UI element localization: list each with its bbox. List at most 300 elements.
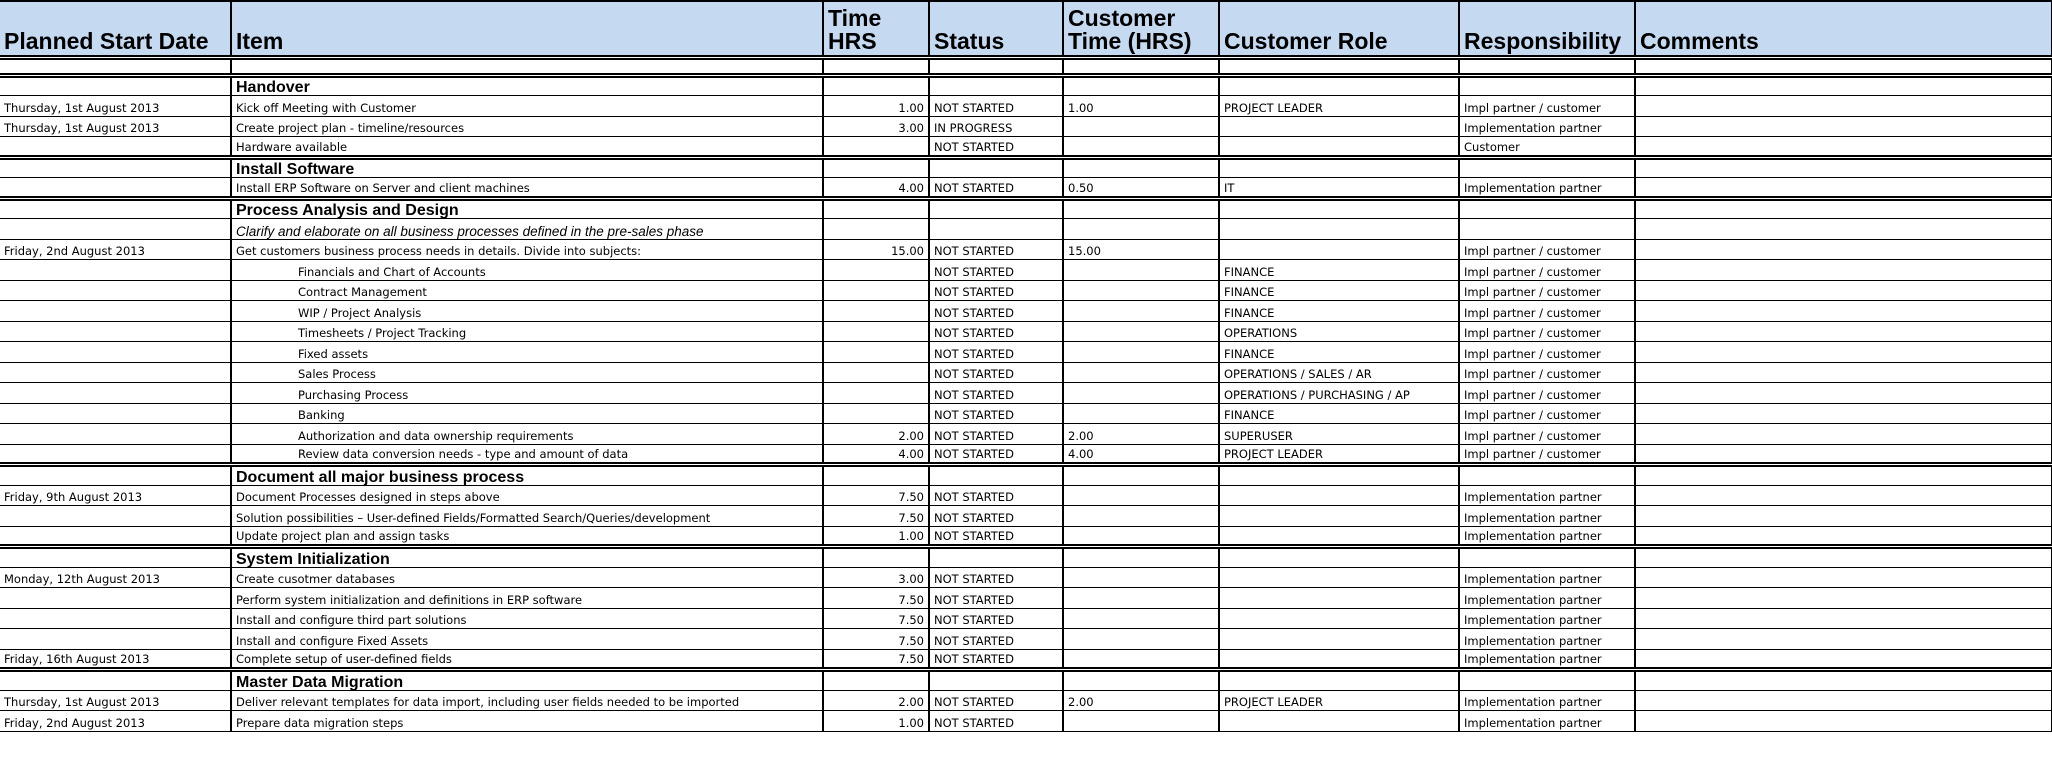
task-row xyxy=(0,342,2052,363)
status-cell[interactable]: NOT STARTED xyxy=(929,96,1063,117)
start-date-cell[interactable] xyxy=(0,526,231,547)
responsibility-cell[interactable]: Implementation partner xyxy=(1459,485,1635,506)
time-hrs-cell[interactable]: 7.50 xyxy=(823,649,929,670)
customer-time-cell[interactable] xyxy=(1063,506,1219,527)
comments-cell[interactable] xyxy=(1635,547,2052,568)
customer-time-cell[interactable]: 2.00 xyxy=(1063,690,1219,711)
task-row xyxy=(0,96,2052,117)
customer-role-cell[interactable]: FINANCE xyxy=(1219,280,1459,301)
start-date-cell[interactable]: Thursday, 1st August 2013 xyxy=(0,96,231,117)
comments-cell[interactable] xyxy=(1635,506,2052,527)
status-cell[interactable] xyxy=(929,219,1063,240)
time-hrs-cell[interactable] xyxy=(823,383,929,404)
customer-role-cell[interactable] xyxy=(1219,588,1459,609)
comments-cell[interactable] xyxy=(1635,239,2052,260)
customer-role-cell[interactable]: FINANCE xyxy=(1219,403,1459,424)
comments-cell[interactable] xyxy=(1635,608,2052,629)
status-cell[interactable]: NOT STARTED xyxy=(929,588,1063,609)
start-date-cell[interactable]: Thursday, 1st August 2013 xyxy=(0,116,231,137)
header-customer-time[interactable] xyxy=(1063,1,1219,57)
time-hrs-cell[interactable] xyxy=(823,465,929,486)
customer-role-cell[interactable]: PROJECT LEADER xyxy=(1219,444,1459,465)
comments-cell[interactable] xyxy=(1635,198,2052,219)
item-cell[interactable]: Document all major business process xyxy=(231,465,823,486)
header-label: Customer Time (HRS) xyxy=(1068,4,1192,54)
comments-cell[interactable] xyxy=(1635,301,2052,322)
status-cell[interactable] xyxy=(929,547,1063,568)
status-cell[interactable] xyxy=(929,198,1063,219)
customer-time-cell[interactable] xyxy=(1063,137,1219,158)
customer-time-cell[interactable] xyxy=(1063,567,1219,588)
item-cell[interactable]: Install Software xyxy=(231,157,823,178)
status-cell[interactable]: NOT STARTED xyxy=(929,301,1063,322)
start-date-cell[interactable] xyxy=(0,383,231,404)
item-cell[interactable]: Sales Process xyxy=(231,362,823,383)
responsibility-cell[interactable]: Impl partner / customer xyxy=(1459,362,1635,383)
time-hrs-cell[interactable] xyxy=(823,157,929,178)
task-row xyxy=(0,362,2052,383)
customer-time-cell[interactable] xyxy=(1063,526,1219,547)
comments-cell[interactable] xyxy=(1635,260,2052,281)
customer-role-cell[interactable] xyxy=(1219,239,1459,260)
item-cell[interactable]: Update project plan and assign tasks xyxy=(231,526,823,547)
status-cell[interactable] xyxy=(929,465,1063,486)
customer-time-cell[interactable]: 4.00 xyxy=(1063,444,1219,465)
task-row xyxy=(0,567,2052,588)
customer-role-cell[interactable] xyxy=(1219,711,1459,732)
time-hrs-cell[interactable]: 3.00 xyxy=(823,116,929,137)
responsibility-cell[interactable]: Implementation partner xyxy=(1459,567,1635,588)
customer-role-cell[interactable] xyxy=(1219,629,1459,650)
time-hrs-cell[interactable]: 1.00 xyxy=(823,526,929,547)
customer-time-cell[interactable] xyxy=(1063,403,1219,424)
item-cell[interactable]: WIP / Project Analysis xyxy=(231,301,823,322)
item-cell[interactable]: Create cusotmer databases xyxy=(231,567,823,588)
status-cell[interactable]: IN PROGRESS xyxy=(929,116,1063,137)
comments-cell[interactable] xyxy=(1635,424,2052,445)
responsibility-cell[interactable] xyxy=(1459,670,1635,691)
customer-time-cell[interactable] xyxy=(1063,711,1219,732)
responsibility-cell[interactable]: Implementation partner xyxy=(1459,629,1635,650)
comments-cell[interactable] xyxy=(1635,465,2052,486)
item-cell[interactable]: Purchasing Process xyxy=(231,383,823,404)
responsibility-cell[interactable] xyxy=(1459,465,1635,486)
responsibility-cell[interactable]: Impl partner / customer xyxy=(1459,96,1635,117)
status-cell[interactable]: NOT STARTED xyxy=(929,383,1063,404)
customer-role-cell[interactable] xyxy=(1219,116,1459,137)
status-cell[interactable]: NOT STARTED xyxy=(929,649,1063,670)
status-cell[interactable]: NOT STARTED xyxy=(929,506,1063,527)
time-hrs-cell[interactable]: 7.50 xyxy=(823,588,929,609)
time-hrs-cell[interactable]: 7.50 xyxy=(823,485,929,506)
comments-cell[interactable] xyxy=(1635,280,2052,301)
item-cell[interactable]: Financials and Chart of Accounts xyxy=(231,260,823,281)
comments-cell[interactable] xyxy=(1635,567,2052,588)
comments-cell[interactable] xyxy=(1635,690,2052,711)
start-date-cell[interactable] xyxy=(0,260,231,281)
customer-time-cell[interactable] xyxy=(1063,547,1219,568)
header-label: Responsibility xyxy=(1464,27,1622,54)
responsibility-cell[interactable]: Impl partner / customer xyxy=(1459,301,1635,322)
item-cell[interactable]: Timesheets / Project Tracking xyxy=(231,321,823,342)
item-cell[interactable]: System Initialization xyxy=(231,547,823,568)
customer-role-cell[interactable]: FINANCE xyxy=(1219,342,1459,363)
start-date-cell[interactable] xyxy=(0,178,231,199)
customer-time-cell[interactable] xyxy=(1063,649,1219,670)
time-hrs-cell[interactable]: 4.00 xyxy=(823,444,929,465)
customer-role-cell[interactable] xyxy=(1219,157,1459,178)
customer-role-cell[interactable] xyxy=(1219,75,1459,96)
customer-role-cell[interactable]: OPERATIONS xyxy=(1219,321,1459,342)
header-comments[interactable] xyxy=(1635,1,2052,57)
responsibility-cell[interactable] xyxy=(1459,219,1635,240)
customer-time-cell[interactable] xyxy=(1063,383,1219,404)
item-cell[interactable]: Solution possibilities – User-defined Fields/Formatted Search/Queries/development xyxy=(231,506,823,527)
status-cell[interactable]: NOT STARTED xyxy=(929,321,1063,342)
task-row xyxy=(0,629,2052,650)
responsibility-cell[interactable]: Implementation partner xyxy=(1459,116,1635,137)
customer-time-cell[interactable] xyxy=(1063,198,1219,219)
customer-time-cell[interactable]: 1.00 xyxy=(1063,96,1219,117)
item-cell[interactable]: Install and configure third part solutions xyxy=(231,608,823,629)
status-cell[interactable] xyxy=(929,157,1063,178)
comments-cell[interactable] xyxy=(1635,588,2052,609)
task-row xyxy=(0,711,2052,732)
customer-role-cell[interactable] xyxy=(1219,526,1459,547)
time-hrs-cell[interactable] xyxy=(823,547,929,568)
start-date-cell[interactable] xyxy=(0,219,231,240)
time-hrs-cell[interactable] xyxy=(823,219,929,240)
customer-role-cell[interactable]: IT xyxy=(1219,178,1459,199)
responsibility-cell[interactable]: Implementation partner xyxy=(1459,526,1635,547)
start-date-cell[interactable] xyxy=(0,321,231,342)
responsibility-cell[interactable]: Implementation partner xyxy=(1459,690,1635,711)
item-cell[interactable]: Deliver relevant templates for data import, including user fields needed to be imported xyxy=(231,690,823,711)
header-status[interactable] xyxy=(929,1,1063,57)
time-hrs-cell[interactable] xyxy=(823,57,929,75)
comments-cell[interactable] xyxy=(1635,711,2052,732)
task-row xyxy=(0,690,2052,711)
customer-role-cell[interactable]: PROJECT LEADER xyxy=(1219,96,1459,117)
start-date-cell[interactable]: Friday, 16th August 2013 xyxy=(0,649,231,670)
comments-cell[interactable] xyxy=(1635,362,2052,383)
start-date-cell[interactable]: Thursday, 1st August 2013 xyxy=(0,690,231,711)
item-cell[interactable]: Master Data Migration xyxy=(231,670,823,691)
item-cell[interactable]: Prepare data migration steps xyxy=(231,711,823,732)
header-customer-role[interactable] xyxy=(1219,1,1459,57)
header-responsibility[interactable] xyxy=(1459,1,1635,57)
customer-time-cell[interactable] xyxy=(1063,670,1219,691)
responsibility-cell[interactable] xyxy=(1459,547,1635,568)
time-hrs-cell[interactable] xyxy=(823,342,929,363)
customer-role-cell[interactable]: PROJECT LEADER xyxy=(1219,690,1459,711)
status-cell[interactable]: NOT STARTED xyxy=(929,362,1063,383)
responsibility-cell[interactable]: Impl partner / customer xyxy=(1459,280,1635,301)
time-hrs-cell[interactable] xyxy=(823,321,929,342)
item-cell[interactable] xyxy=(231,57,823,75)
responsibility-cell[interactable]: Impl partner / customer xyxy=(1459,424,1635,445)
start-date-cell[interactable] xyxy=(0,629,231,650)
time-hrs-cell[interactable] xyxy=(823,301,929,322)
start-date-cell[interactable] xyxy=(0,444,231,465)
responsibility-cell[interactable] xyxy=(1459,198,1635,219)
status-cell[interactable]: NOT STARTED xyxy=(929,567,1063,588)
responsibility-cell[interactable] xyxy=(1459,75,1635,96)
task-row xyxy=(0,588,2052,609)
time-hrs-cell[interactable]: 7.50 xyxy=(823,506,929,527)
responsibility-cell[interactable]: Implementation partner xyxy=(1459,178,1635,199)
header-item[interactable] xyxy=(231,1,823,57)
comments-cell[interactable] xyxy=(1635,649,2052,670)
section-row xyxy=(0,198,2052,219)
customer-role-cell[interactable] xyxy=(1219,219,1459,240)
task-row xyxy=(0,137,2052,158)
time-hrs-cell[interactable]: 4.00 xyxy=(823,178,929,199)
customer-time-cell[interactable] xyxy=(1063,485,1219,506)
start-date-cell[interactable] xyxy=(0,75,231,96)
customer-role-cell[interactable]: FINANCE xyxy=(1219,301,1459,322)
start-date-cell[interactable]: Friday, 2nd August 2013 xyxy=(0,711,231,732)
status-cell[interactable]: NOT STARTED xyxy=(929,444,1063,465)
item-cell[interactable]: Document Processes designed in steps above xyxy=(231,485,823,506)
time-hrs-cell[interactable] xyxy=(823,280,929,301)
customer-role-cell[interactable] xyxy=(1219,137,1459,158)
start-date-cell[interactable]: Friday, 2nd August 2013 xyxy=(0,239,231,260)
time-hrs-cell[interactable] xyxy=(823,403,929,424)
status-cell[interactable]: NOT STARTED xyxy=(929,424,1063,445)
status-cell[interactable]: NOT STARTED xyxy=(929,260,1063,281)
customer-role-cell[interactable] xyxy=(1219,506,1459,527)
time-hrs-cell[interactable]: 3.00 xyxy=(823,567,929,588)
item-cell[interactable]: Handover xyxy=(231,75,823,96)
time-hrs-cell[interactable] xyxy=(823,198,929,219)
item-cell[interactable]: Clarify and elaborate on all business processes defined in the pre-sales phase xyxy=(231,219,823,240)
status-cell[interactable] xyxy=(929,57,1063,75)
time-hrs-cell[interactable] xyxy=(823,362,929,383)
comments-cell[interactable] xyxy=(1635,629,2052,650)
customer-time-cell[interactable] xyxy=(1063,608,1219,629)
start-date-cell[interactable] xyxy=(0,588,231,609)
section-row xyxy=(0,465,2052,486)
comments-cell[interactable] xyxy=(1635,96,2052,117)
start-date-cell[interactable] xyxy=(0,198,231,219)
comments-cell[interactable] xyxy=(1635,219,2052,240)
responsibility-cell[interactable]: Impl partner / customer xyxy=(1459,444,1635,465)
comments-cell[interactable] xyxy=(1635,342,2052,363)
item-cell[interactable]: Complete setup of user-defined fields xyxy=(231,649,823,670)
start-date-cell[interactable] xyxy=(0,465,231,486)
task-row xyxy=(0,526,2052,547)
start-date-cell[interactable] xyxy=(0,547,231,568)
customer-time-cell[interactable] xyxy=(1063,342,1219,363)
responsibility-cell[interactable]: Customer xyxy=(1459,137,1635,158)
customer-time-cell[interactable] xyxy=(1063,260,1219,281)
status-cell[interactable]: NOT STARTED xyxy=(929,711,1063,732)
time-hrs-cell[interactable]: 7.50 xyxy=(823,608,929,629)
responsibility-cell[interactable]: Impl partner / customer xyxy=(1459,342,1635,363)
customer-time-cell[interactable] xyxy=(1063,301,1219,322)
task-row xyxy=(0,649,2052,670)
responsibility-cell[interactable] xyxy=(1459,157,1635,178)
customer-role-cell[interactable] xyxy=(1219,670,1459,691)
comments-cell[interactable] xyxy=(1635,321,2052,342)
item-cell[interactable]: Kick off Meeting with Customer xyxy=(231,96,823,117)
customer-time-cell[interactable] xyxy=(1063,116,1219,137)
customer-time-cell[interactable] xyxy=(1063,75,1219,96)
item-cell[interactable]: Review data conversion needs - type and amount of data xyxy=(231,444,823,465)
start-date-cell[interactable] xyxy=(0,301,231,322)
responsibility-cell[interactable] xyxy=(1459,57,1635,75)
customer-time-cell[interactable]: 2.00 xyxy=(1063,424,1219,445)
header-planned-start-date[interactable] xyxy=(0,1,231,57)
time-hrs-cell[interactable] xyxy=(823,670,929,691)
customer-role-cell[interactable]: OPERATIONS / PURCHASING / AP xyxy=(1219,383,1459,404)
start-date-cell[interactable]: Monday, 12th August 2013 xyxy=(0,567,231,588)
customer-role-cell[interactable]: SUPERUSER xyxy=(1219,424,1459,445)
customer-role-cell[interactable] xyxy=(1219,485,1459,506)
comments-cell[interactable] xyxy=(1635,444,2052,465)
item-cell[interactable]: Install and configure Fixed Assets xyxy=(231,629,823,650)
item-cell[interactable]: Get customers business process needs in details. Divide into subjects: xyxy=(231,239,823,260)
customer-time-cell[interactable] xyxy=(1063,629,1219,650)
customer-time-cell[interactable] xyxy=(1063,465,1219,486)
responsibility-cell[interactable]: Implementation partner xyxy=(1459,711,1635,732)
start-date-cell[interactable] xyxy=(0,342,231,363)
responsibility-cell[interactable]: Impl partner / customer xyxy=(1459,403,1635,424)
time-hrs-cell[interactable] xyxy=(823,75,929,96)
time-hrs-cell[interactable]: 2.00 xyxy=(823,424,929,445)
comments-cell[interactable] xyxy=(1635,403,2052,424)
comments-cell[interactable] xyxy=(1635,178,2052,199)
start-date-cell[interactable] xyxy=(0,424,231,445)
status-cell[interactable]: NOT STARTED xyxy=(929,178,1063,199)
start-date-cell[interactable] xyxy=(0,608,231,629)
task-row xyxy=(0,280,2052,301)
responsibility-cell[interactable]: Implementation partner xyxy=(1459,506,1635,527)
item-cell[interactable]: Authorization and data ownership requirements xyxy=(231,424,823,445)
customer-time-cell[interactable] xyxy=(1063,362,1219,383)
customer-time-cell[interactable] xyxy=(1063,157,1219,178)
section-row xyxy=(0,75,2052,96)
item-cell[interactable]: Fixed assets xyxy=(231,342,823,363)
responsibility-cell[interactable]: Impl partner / customer xyxy=(1459,321,1635,342)
start-date-cell[interactable] xyxy=(0,403,231,424)
comments-cell[interactable] xyxy=(1635,157,2052,178)
task-row xyxy=(0,178,2052,199)
status-cell[interactable]: NOT STARTED xyxy=(929,403,1063,424)
status-cell[interactable]: NOT STARTED xyxy=(929,485,1063,506)
comments-cell[interactable] xyxy=(1635,116,2052,137)
status-cell[interactable]: NOT STARTED xyxy=(929,526,1063,547)
customer-role-cell[interactable]: FINANCE xyxy=(1219,260,1459,281)
customer-time-cell[interactable] xyxy=(1063,588,1219,609)
comments-cell[interactable] xyxy=(1635,670,2052,691)
comments-cell[interactable] xyxy=(1635,75,2052,96)
item-cell[interactable]: Contract Management xyxy=(231,280,823,301)
customer-time-cell[interactable] xyxy=(1063,219,1219,240)
task-row xyxy=(0,403,2052,424)
customer-time-cell[interactable] xyxy=(1063,321,1219,342)
status-cell[interactable]: NOT STARTED xyxy=(929,137,1063,158)
responsibility-cell[interactable]: Impl partner / customer xyxy=(1459,239,1635,260)
time-hrs-cell[interactable]: 15.00 xyxy=(823,239,929,260)
item-cell[interactable]: Create project plan - timeline/resources xyxy=(231,116,823,137)
customer-role-cell[interactable] xyxy=(1219,608,1459,629)
start-date-cell[interactable] xyxy=(0,280,231,301)
header-label: Customer Role xyxy=(1224,27,1388,54)
status-cell[interactable]: NOT STARTED xyxy=(929,280,1063,301)
start-date-cell[interactable] xyxy=(0,137,231,158)
customer-time-cell[interactable]: 15.00 xyxy=(1063,239,1219,260)
item-cell[interactable]: Hardware available xyxy=(231,137,823,158)
time-hrs-cell[interactable]: 7.50 xyxy=(823,629,929,650)
task-row xyxy=(0,485,2052,506)
task-row xyxy=(0,444,2052,465)
status-cell[interactable]: NOT STARTED xyxy=(929,342,1063,363)
header-label: Comments xyxy=(1640,27,1759,54)
status-cell[interactable]: NOT STARTED xyxy=(929,608,1063,629)
task-row xyxy=(0,239,2052,260)
responsibility-cell[interactable]: Implementation partner xyxy=(1459,588,1635,609)
customer-role-cell[interactable] xyxy=(1219,649,1459,670)
start-date-cell[interactable] xyxy=(0,57,231,75)
time-hrs-cell[interactable]: 1.00 xyxy=(823,711,929,732)
customer-role-cell[interactable] xyxy=(1219,57,1459,75)
status-cell[interactable]: NOT STARTED xyxy=(929,690,1063,711)
time-hrs-cell[interactable]: 2.00 xyxy=(823,690,929,711)
comments-cell[interactable] xyxy=(1635,485,2052,506)
header-time-hrs[interactable] xyxy=(823,1,929,57)
responsibility-cell[interactable]: Impl partner / customer xyxy=(1459,260,1635,281)
status-cell[interactable] xyxy=(929,670,1063,691)
customer-time-cell[interactable]: 0.50 xyxy=(1063,178,1219,199)
header-label: Planned Start Date xyxy=(4,27,209,54)
item-cell[interactable]: Install ERP Software on Server and client machines xyxy=(231,178,823,199)
customer-time-cell[interactable] xyxy=(1063,57,1219,75)
responsibility-cell[interactable]: Impl partner / customer xyxy=(1459,383,1635,404)
status-cell[interactable]: NOT STARTED xyxy=(929,629,1063,650)
blank-row xyxy=(0,57,2052,75)
customer-role-cell[interactable]: OPERATIONS / SALES / AR xyxy=(1219,362,1459,383)
item-cell[interactable]: Process Analysis and Design xyxy=(231,198,823,219)
time-hrs-cell[interactable]: 1.00 xyxy=(823,96,929,117)
customer-time-cell[interactable] xyxy=(1063,280,1219,301)
start-date-cell[interactable] xyxy=(0,506,231,527)
item-cell[interactable]: Banking xyxy=(231,403,823,424)
responsibility-cell[interactable]: Implementation partner xyxy=(1459,608,1635,629)
status-cell[interactable] xyxy=(929,75,1063,96)
customer-role-cell[interactable] xyxy=(1219,465,1459,486)
customer-role-cell[interactable] xyxy=(1219,547,1459,568)
time-hrs-cell[interactable] xyxy=(823,137,929,158)
item-cell[interactable]: Perform system initialization and definitions in ERP software xyxy=(231,588,823,609)
task-row xyxy=(0,260,2052,281)
start-date-cell[interactable]: Friday, 9th August 2013 xyxy=(0,485,231,506)
comments-cell[interactable] xyxy=(1635,57,2052,75)
task-row xyxy=(0,424,2052,445)
start-date-cell[interactable] xyxy=(0,362,231,383)
comments-cell[interactable] xyxy=(1635,137,2052,158)
status-cell[interactable]: NOT STARTED xyxy=(929,239,1063,260)
customer-role-cell[interactable] xyxy=(1219,567,1459,588)
start-date-cell[interactable] xyxy=(0,157,231,178)
customer-role-cell[interactable] xyxy=(1219,198,1459,219)
time-hrs-cell[interactable] xyxy=(823,260,929,281)
comments-cell[interactable] xyxy=(1635,383,2052,404)
start-date-cell[interactable] xyxy=(0,670,231,691)
comments-cell[interactable] xyxy=(1635,526,2052,547)
responsibility-cell[interactable]: Implementation partner xyxy=(1459,649,1635,670)
